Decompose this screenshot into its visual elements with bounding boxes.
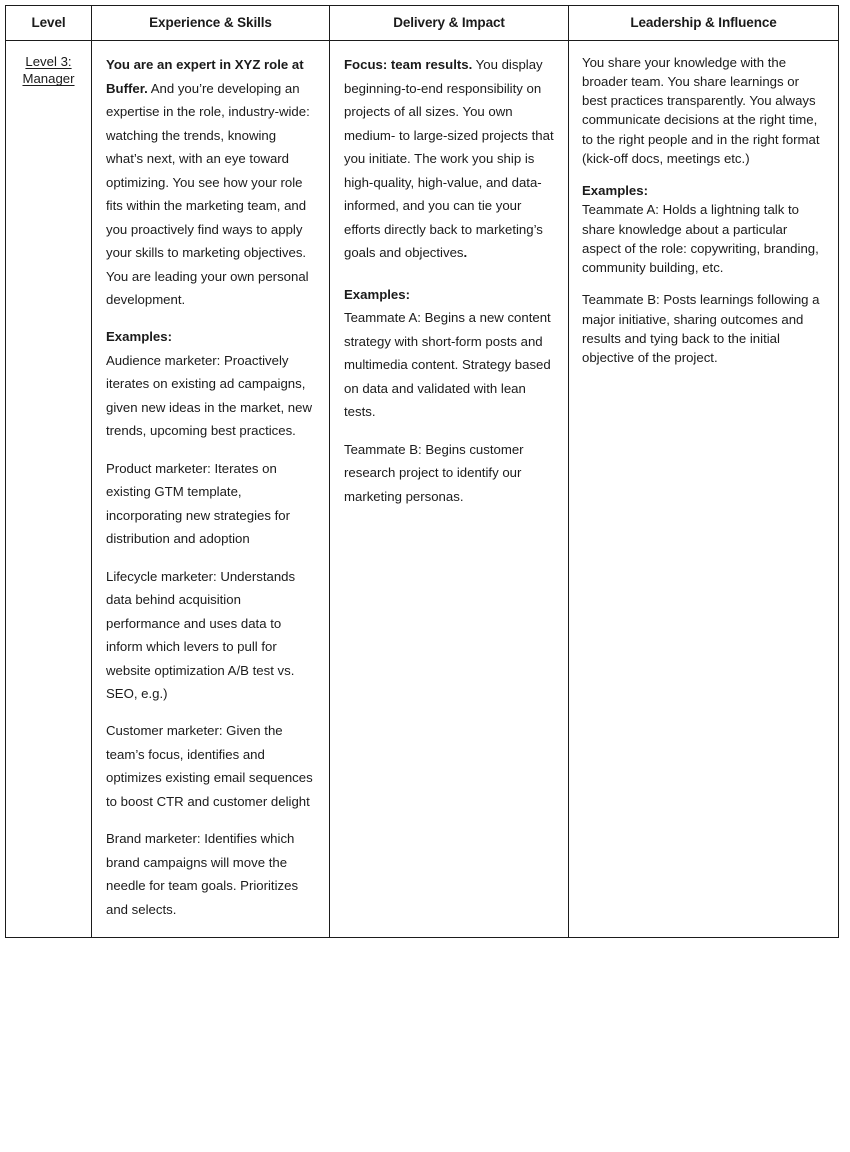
table-body [6, 41, 839, 938]
cell-level [6, 41, 92, 938]
delivery-example-1: Teammate A: Begins a new content strategy with short-form posts and multimedia content. Strategy based on data and validated with lean tests. [344, 310, 551, 420]
level-title-line-1: Level 3: [25, 54, 72, 69]
experience-example-4: Customer marketer: Given the team’s focus, identifies and optimizes existing email sequences to boost CTR and customer delight [106, 723, 313, 809]
experience-lead-rest: And you’re developing an expertise in the role, industry-wide: watching the trends, knowing what’s next, with an eye toward optimizing. You see how your role fits within the marketing team, and you proactively find ways to apply your skills to marketing objectives. You are leading your own personal development. [106, 80, 310, 307]
table-header-row [6, 6, 839, 41]
leadership-example-2: Teammate B: Posts learnings following a major initiative, sharing outcomes and results and tying back to the initial objective of the project. [582, 292, 820, 365]
leadership-lead-paragraph: You share your knowledge with the broader team. You share learnings or best practices transparently. You always communicate decisions at the right time, to the right people and in the right format (kick-off docs, meetings etc.) [582, 55, 820, 166]
column-header-leadership-influence: Leadership & Influence [569, 6, 839, 41]
delivery-examples-label: Examples: [344, 286, 410, 302]
level-title-line-2: Manager [22, 71, 75, 87]
experience-lead-paragraph [106, 53, 315, 312]
cell-experience-skills [92, 41, 330, 938]
table-header [6, 6, 839, 41]
experience-examples-label: Examples: [106, 329, 172, 345]
experience-example-2: Product marketer: Iterates on existing GTM template, incorporating new strategies for distribution and adoption [106, 460, 290, 547]
delivery-lead-rest: You display beginning-to-end responsibility on projects of all sizes. You own medium- to large-sized projects that you initiate. The work you ship is high-quality, high-value, and data-informed, and you can tie your efforts directly back to marketing’s goals and objectives [344, 57, 554, 260]
column-header-delivery-impact: Delivery & Impact [330, 6, 569, 41]
column-header-experience-skills: Experience & Skills [92, 6, 330, 41]
experience-example-3: Lifecycle marketer: Understands data behind acquisition performance and uses data to inform which levers to pull for website optimization A/B test vs. SEO, e.g.) [106, 568, 296, 702]
column-header-level: Level [6, 6, 92, 41]
cell-delivery-impact [330, 41, 569, 938]
experience-example-1: Audience marketer: Proactively iterates on existing ad campaigns, given new ideas in the market, new trends, upcoming best practices. [106, 352, 312, 439]
experience-lead-bold: You are an expert in XYZ role at Buffer. [106, 57, 304, 96]
career-framework-table [5, 5, 839, 938]
delivery-lead-bold-tail: . [463, 245, 468, 260]
experience-example-5: Brand marketer: Identifies which brand campaigns will move the needle for team goals. Prioritizes and selects. [106, 831, 299, 917]
delivery-example-2: Teammate B: Begins customer research project to identify our marketing personas. [344, 441, 524, 504]
delivery-lead-bold: Focus: team results. [344, 57, 473, 72]
table-row [6, 41, 839, 938]
leadership-examples-label: Examples: [582, 183, 648, 199]
delivery-lead-paragraph [344, 53, 554, 265]
leadership-example-1: Teammate A: Holds a lightning talk to share knowledge about a particular aspect of the role: copywriting, branding, community building, etc. [582, 202, 819, 275]
cell-leadership-influence [569, 41, 839, 938]
